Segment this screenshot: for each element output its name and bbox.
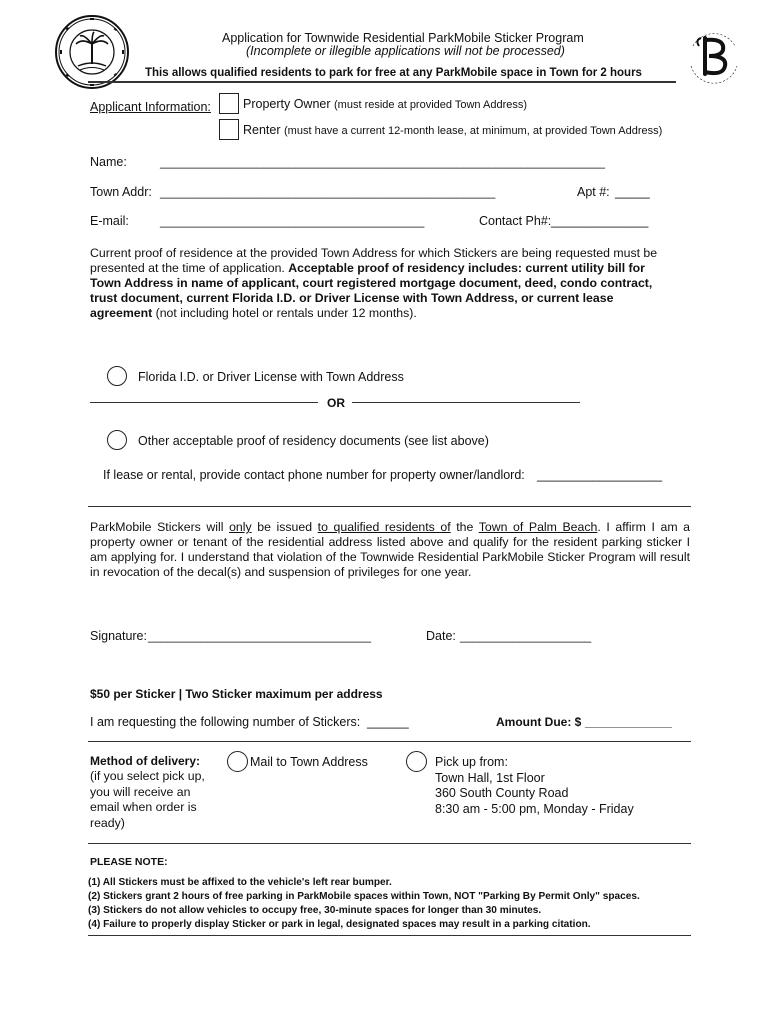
- pickup-line: 360 South County Road: [435, 786, 569, 800]
- renter-text: Renter: [243, 123, 281, 137]
- date-field[interactable]: ____________________: [460, 629, 592, 643]
- please-note-heading: PLEASE NOTE:: [90, 856, 168, 868]
- form-subtitle: (Incomplete or illegible applications will not be processed): [246, 44, 565, 58]
- sticker-count-field[interactable]: ______: [367, 715, 409, 729]
- form-title: Application for Townwide Residential ParkMobile Sticker Program: [222, 31, 584, 45]
- town-seal-logo: [54, 14, 130, 90]
- name-label: Name:: [90, 155, 127, 169]
- town-addr-field[interactable]: ____________________________________________________: [160, 186, 496, 199]
- renter-checkbox[interactable]: [219, 119, 239, 140]
- proof-intro-text: Current proof of residence at the provided Town Address for which Stickers are being requested must be presented at the time of application.: [90, 246, 658, 275]
- signature-field[interactable]: __________________________________: [148, 629, 372, 643]
- pickup-line: 8:30 am - 5:00 pm, Monday - Friday: [435, 801, 634, 816]
- proof-of-residence-paragraph: [90, 246, 658, 321]
- delivery-note-line: ready): [90, 815, 125, 830]
- section-divider: [88, 506, 691, 507]
- name-field[interactable]: _____________________________________________________________________: [160, 156, 605, 169]
- delivery-note-line: you will receive an: [90, 784, 191, 799]
- pickup-delivery-radio[interactable]: [406, 751, 427, 772]
- delivery-note-line: (if you select pick up,: [90, 769, 205, 783]
- property-owner-note: (must reside at provided Town Address): [334, 99, 528, 111]
- note-item: (1) All Stickers must be affixed to the vehicle's left rear bumper.: [88, 877, 392, 888]
- other-proof-radio[interactable]: [107, 430, 127, 450]
- form-tagline: This allows qualified residents to park for free at any ParkMobile space in Town for 2 hours: [145, 67, 642, 79]
- contact-phone-label: Contact Ph#:: [479, 214, 552, 228]
- town-addr-label: Town Addr:: [90, 185, 152, 199]
- notes-bottom-divider: [88, 935, 691, 936]
- apt-field[interactable]: _____: [615, 185, 650, 199]
- amount-due-label: Amount Due: $: [496, 715, 582, 729]
- notes-divider: [88, 843, 691, 844]
- mail-delivery-radio[interactable]: [227, 751, 248, 772]
- affirm-text-5: . I affirm I am a property owner or tenant of the residential address listed above and qualify for the resident parking sticker I am applying for. I understand that violation of the Townwide Residential ParkMobile Sticker Program will result in revocation of the decal(s) and suspension of privileges for one year.: [90, 520, 690, 579]
- pickup-line: Pick up from:: [435, 755, 508, 769]
- proof-tail-text: (not including hotel or rentals under 12 months).: [155, 306, 417, 320]
- town-pb-logo: [683, 24, 745, 88]
- delivery-note-line: email when order is: [90, 800, 197, 814]
- or-divider-right: [352, 402, 580, 403]
- date-label: Date:: [426, 629, 456, 643]
- landlord-phone-label: If lease or rental, provide contact phone number for property owner/landlord:: [103, 468, 525, 482]
- sticker-count-label: I am requesting the following number of Stickers:: [90, 715, 361, 729]
- proof-acceptable-list: Acceptable proof of residency includes: current utility bill for Town Address in name of applicant, court registered mortgage document, deed, condo contract, trust document, current Florida I.D. or Driver License with Town Address, or current lease agreement: [90, 261, 653, 320]
- applicant-info-label: Applicant Information:: [90, 100, 211, 114]
- note-item: (3) Stickers do not allow vehicles to occupy free, 30-minute spaces for longer than 30 minutes.: [88, 905, 542, 916]
- affirmation-paragraph: [90, 520, 690, 580]
- property-owner-checkbox[interactable]: [219, 93, 239, 114]
- property-owner-label: [243, 97, 527, 113]
- contact-phone-field[interactable]: ______________: [551, 214, 649, 228]
- affirm-text-4: the: [456, 520, 474, 534]
- email-label: E-mail:: [90, 214, 129, 228]
- affirm-text-1: ParkMobile Stickers will: [90, 520, 224, 534]
- florida-id-label: Florida I.D. or Driver License with Town Address: [138, 370, 404, 384]
- apt-label: Apt #:: [577, 185, 610, 199]
- renter-note: (must have a current 12-month lease, at minimum, at provided Town Address): [284, 125, 663, 137]
- or-label: OR: [327, 396, 345, 410]
- amount-due-field[interactable]: _____________: [585, 715, 672, 729]
- pickup-line: Town Hall, 1st Floor: [435, 770, 545, 785]
- note-item: (2) Stickers grant 2 hours of free parking in ParkMobile spaces within Town, NOT "Parking By Permit Only" spaces.: [88, 891, 640, 902]
- affirm-text-2: be issued: [257, 520, 313, 534]
- email-field[interactable]: _________________________________________: [160, 215, 425, 228]
- note-item: (4) Failure to properly display Sticker or park in legal, designated spaces may result in a parking citation.: [88, 919, 591, 930]
- pickup-details: [435, 755, 634, 817]
- or-divider-left: [90, 402, 318, 403]
- florida-id-radio[interactable]: [107, 366, 127, 386]
- property-owner-text: Property Owner: [243, 97, 331, 111]
- affirm-only: only: [229, 520, 252, 534]
- price-headline: $50 per Sticker | Two Sticker maximum per address: [90, 687, 383, 701]
- renter-label: [243, 123, 662, 139]
- mail-delivery-label: Mail to Town Address: [250, 755, 368, 769]
- affirm-text-3: to qualified residents of: [317, 520, 451, 534]
- delivery-method-label: Method of delivery:: [90, 754, 201, 768]
- landlord-phone-field[interactable]: __________________: [537, 468, 663, 482]
- other-proof-label: Other acceptable proof of residency documents (see list above): [138, 434, 489, 448]
- notes-list: [88, 876, 640, 932]
- signature-label: Signature:: [90, 629, 147, 643]
- pricing-divider: [88, 741, 691, 742]
- delivery-note: [90, 769, 205, 831]
- header-divider: [88, 81, 676, 83]
- affirm-town-name: Town of Palm Beach: [478, 520, 598, 534]
